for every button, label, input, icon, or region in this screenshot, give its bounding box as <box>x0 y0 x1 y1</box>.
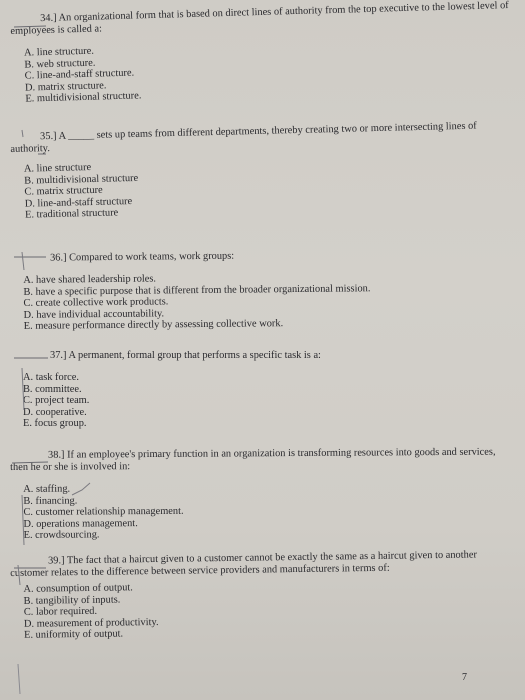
option: A. line structure <box>23 162 92 175</box>
question-stem: 37.] A permanent, formal group that performs a specific task is a: <box>50 350 321 361</box>
option: A. line structure. <box>23 45 95 59</box>
option: C. matrix structure <box>24 184 103 198</box>
question-stem: 34.] An organizational form that is based on direct lines of authority from the top executive to the lowest level of employees is called a: <box>10 0 509 37</box>
scribble-mark <box>18 664 20 694</box>
option: D. matrix structure. <box>24 80 107 94</box>
option: B. have a specific purpose that is different from the broader organizational mission. <box>23 282 371 298</box>
option: B. web structure. <box>24 57 96 71</box>
option: D. operations management. <box>23 517 138 530</box>
question-stem: 36.] Compared to work teams, work groups: <box>49 250 235 264</box>
option: B. multidivisional structure <box>24 172 139 187</box>
option: E. crowdsourcing. <box>23 529 100 542</box>
option-list <box>10 372 515 430</box>
option: D. cooperative. <box>23 406 87 418</box>
option: E. focus group. <box>23 418 87 430</box>
option: C. create collective work products. <box>23 296 169 310</box>
option: A. consumption of output. <box>23 582 133 595</box>
page-number: 7 <box>462 672 467 683</box>
question-39 <box>10 549 516 642</box>
option-list <box>10 577 516 642</box>
option: A. have shared leadership roles. <box>23 273 157 286</box>
question-34 <box>10 0 517 106</box>
option: D. line-and-staff structure <box>24 195 133 210</box>
option-list <box>10 480 515 541</box>
question-37 <box>10 350 515 430</box>
option: B. tangibility of inputs. <box>23 594 121 607</box>
option: C. line-and-staff structure. <box>24 67 135 82</box>
question-stem: 39.] The fact that a haircut given to a customer cannot be exactly the same as a haircut given to another customer relates to the difference between service providers and manufacturers in terms of: <box>10 549 477 579</box>
option-list <box>11 34 517 106</box>
option: C. labor required. <box>23 605 98 618</box>
option: C. project team. <box>23 395 90 407</box>
option: E. traditional structure <box>24 207 119 222</box>
question-36 <box>10 248 516 333</box>
question-stem: 35.] A _____ sets up teams from different departments, thereby creating two or more intersecting lines of authority. <box>10 120 477 155</box>
option: D. measurement of productivity. <box>23 616 159 630</box>
option: E. measure performance directly by assessing collective work. <box>23 318 284 333</box>
option: D. have individual accountability. <box>23 308 165 321</box>
option: B. committee. <box>23 383 82 395</box>
option: A. task force. <box>23 372 79 383</box>
question-stem: 38.] If an employee's primary function in an organization is transforming resources into goods and services, then he or she is involved in: <box>10 446 496 473</box>
question-38 <box>10 446 516 541</box>
option: A. staffing. <box>23 483 71 495</box>
option: B. financing. <box>23 495 78 507</box>
option-list <box>10 270 516 333</box>
option: C. customer relationship management. <box>23 505 184 519</box>
option: E. uniformity of output. <box>24 628 124 642</box>
question-35 <box>10 120 517 222</box>
option: E. multidivisional structure. <box>25 90 142 105</box>
option-list <box>11 152 517 222</box>
